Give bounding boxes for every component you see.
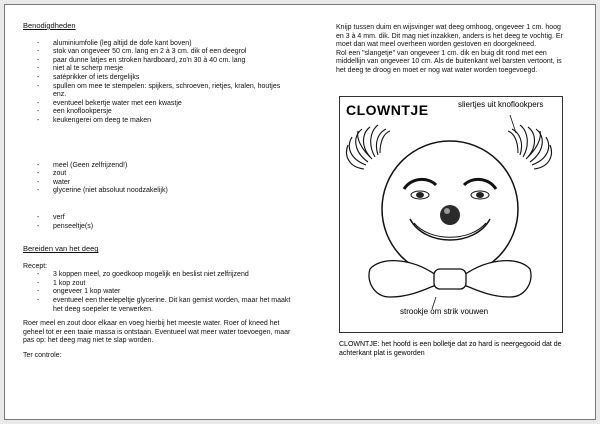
label-hair: sliertjes uit knoflookpers (458, 100, 544, 109)
list-item: - keukengerei om deeg te maken (23, 117, 293, 126)
method-paragraph: Roer meel en zout door elkaar en voeg hierbij het meeste water. Roer of kneed het geheel tot er een taaie massa is ontstaan. Eventueel wat meer water toevoegen, maar pas op: het deeg mag niet te slap worden. (23, 320, 291, 345)
list-item: - water (23, 179, 293, 188)
supplies-list (23, 40, 293, 126)
list-item: - een knoflookpersje (23, 108, 293, 117)
list-item: - ongeveer 1 kop water (23, 288, 293, 297)
list-item: - stok van ongeveer 50 cm. lang en 2 à 3 cm. dik of een deegrol (23, 48, 293, 57)
figure-title: CLOWNTJE (346, 102, 429, 118)
recipe-label: Recept: (23, 262, 48, 270)
control-label: Ter controle: (23, 352, 62, 360)
list-item: - zout (23, 170, 293, 179)
ingredients-list (23, 162, 293, 196)
left-column (23, 22, 293, 361)
right-column (336, 24, 566, 76)
list-item: - paar dunne latjes en stroken hardboard, zo'n 30 à 40 cm. lang (23, 57, 293, 66)
list-item: - 1 kop zout (23, 280, 293, 289)
list-item: - verf (23, 214, 293, 223)
list-item: - spullen om mee te stempelen: spijkers, schroeven, rietjes, kralen, houtjes enz. (23, 83, 293, 100)
list-item: - penseeltje(s) (23, 223, 293, 232)
clown-figure (339, 96, 563, 333)
list-item: - 3 koppen meel, zo goedkoop mogelijk en beslist niet zelfrijzend (23, 271, 293, 280)
list-item: - meel (Geen zelfrijzend!) (23, 162, 293, 171)
nose (440, 205, 460, 225)
clown-drawing (340, 97, 562, 332)
label-bow: strookje om strik vouwen (400, 307, 489, 316)
hair-left (347, 125, 390, 169)
figure-caption: CLOWNTJE: het hoofd is een bolletje dat zo hard is neergegooid dat de achterkant plat is geworden (339, 341, 562, 357)
heading-bereiden: Bereiden van het deeg (23, 244, 99, 254)
list-item: - niet al te scherp mesje (23, 65, 293, 74)
list-item: - aluminiumfolie (leg altijd de dofe kant boven) (23, 40, 293, 49)
intro-paragraph-2: Rol een "slangetje" van ongeveer 1 cm. dik en buig dit rond met een middellijn van ongeveer 10 cm. Als de buitenkant wel barsten vertoont, is het deeg te droog en moet er nog wat water worden toegevoegd. (336, 49, 562, 74)
paint-list (23, 214, 293, 231)
hair-right (508, 125, 551, 169)
intro-paragraph: Knijp tussen duim en wijsvinger wat deeg omhoog, ongeveer 1 cm. hoog en 3 à 4 mm. dik. Dit mag niet inzakken, anders is het deeg te vochtig. Er moet dan wat meel overheen worden gestoven en doorgekneed. (336, 24, 563, 49)
list-item: - eventueel bekertje water met een kwastje (23, 100, 293, 109)
heading-benodigdheden: Benodigdheden (23, 21, 76, 30)
list-item: - eventueel een theelepeltje glycerine. Dit kan gemist worden, maar het maakt het deeg soepeler te verwerken. (23, 297, 293, 314)
list-item: - glycerine (niet absoluut noodzakelijk) (23, 187, 293, 196)
recipe-list (23, 271, 293, 314)
list-item: - satéprikker of iets dergelijks (23, 74, 293, 83)
